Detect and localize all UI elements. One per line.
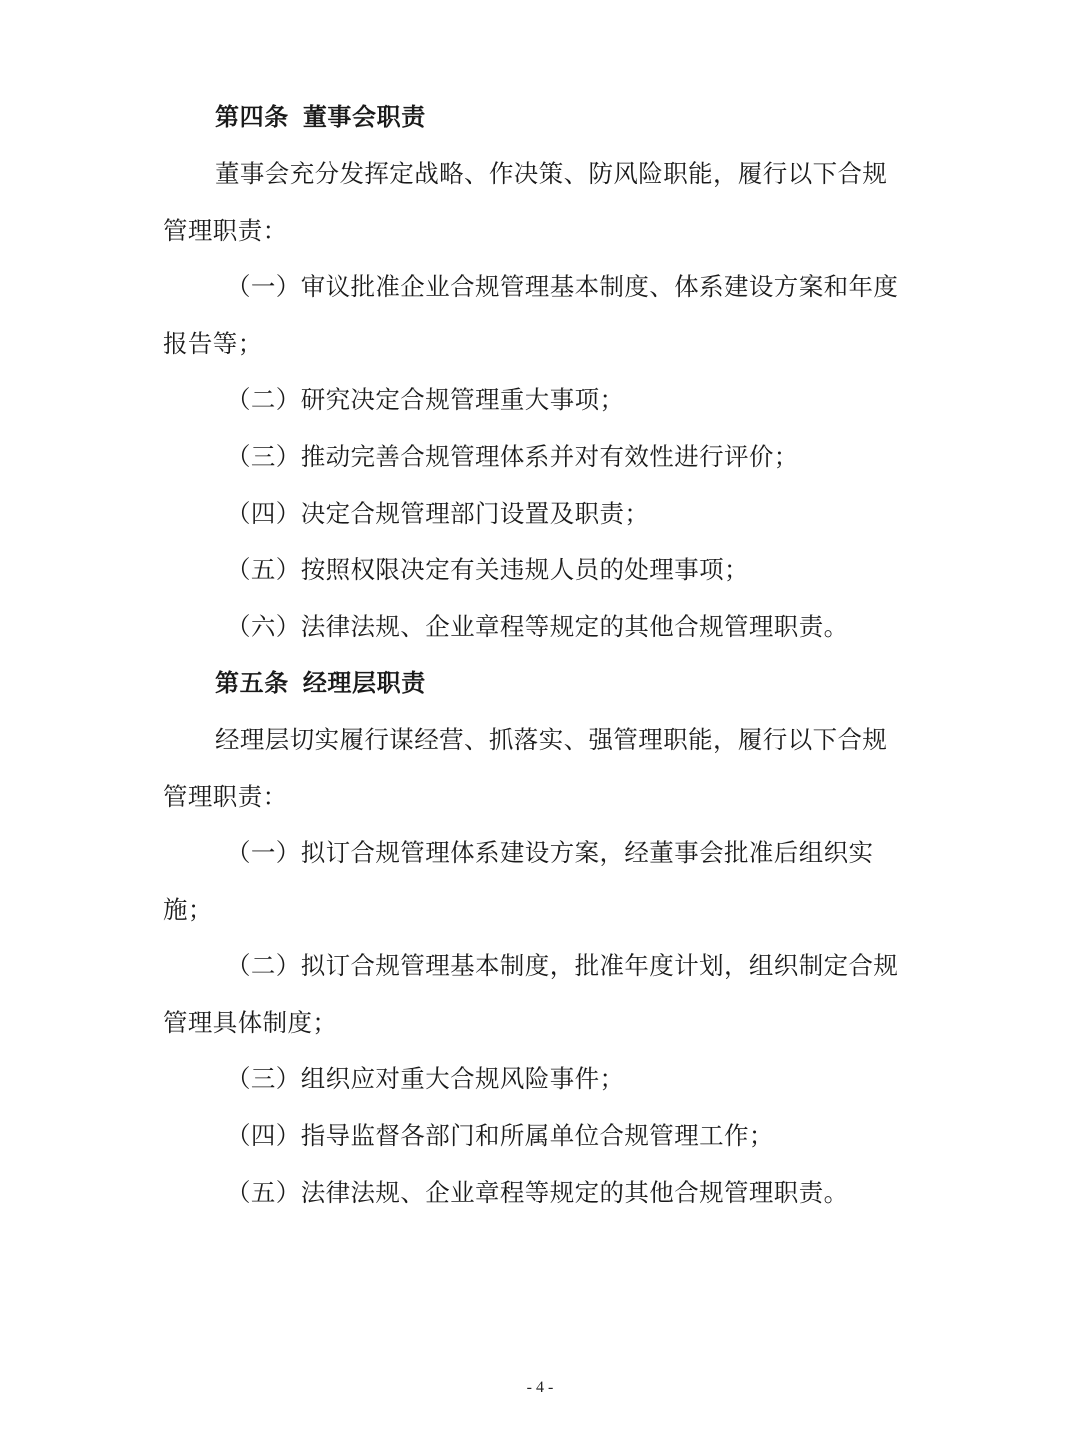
article-5-heading — [0, 663, 1080, 703]
article-5-intro-line1: 经理层切实履行谋经营、抓落实、强管理职能，履行以下合规 — [215, 725, 888, 754]
article-4-intro-line1: 董事会充分发挥定战略、作决策、防风险职能，履行以下合规 — [215, 159, 888, 188]
article-5-item-4: （四）指导监督各部门和所属单位合规管理工作； — [226, 1121, 774, 1150]
article-4-item-5: （五）按照权限决定有关违规人员的处理事项； — [226, 555, 749, 584]
article-4-intro-line2: 管理职责： — [163, 216, 288, 245]
article-5-title: 经理层职责 — [302, 669, 426, 697]
article-5-item-1-line1: （一）拟订合规管理体系建设方案，经董事会批准后组织实 — [226, 838, 874, 867]
article-5-item-1-line2: 施； — [163, 895, 213, 924]
article-5-item-3: （三）组织应对重大合规风险事件； — [226, 1064, 625, 1093]
article-5-number: 第五条 — [215, 669, 289, 697]
page-number: - 4 - — [526, 1379, 554, 1396]
article-5-item-2-line1: （二）拟订合规管理基本制度，批准年度计划，组织制定合规 — [226, 951, 899, 980]
article-5-item-5: （五）法律法规、企业章程等规定的其他合规管理职责。 — [226, 1178, 849, 1207]
article-4-item-2: （二）研究决定合规管理重大事项； — [226, 385, 625, 414]
article-4-heading — [0, 97, 1080, 137]
article-4-item-6: （六）法律法规、企业章程等规定的其他合规管理职责。 — [226, 612, 849, 641]
article-4-item-1-line2: 报告等； — [163, 329, 263, 358]
article-4-item-4: （四）决定合规管理部门设置及职责； — [226, 499, 650, 528]
article-4-number: 第四条 — [215, 103, 289, 131]
article-5-item-2-line2: 管理具体制度； — [163, 1008, 338, 1037]
article-4-title: 董事会职责 — [302, 103, 426, 131]
article-5-intro-line2: 管理职责： — [163, 782, 288, 811]
article-4-item-1-line1: （一）审议批准企业合规管理基本制度、体系建设方案和年度 — [226, 272, 899, 301]
article-4-item-3: （三）推动完善合规管理体系并对有效性进行评价； — [226, 442, 799, 471]
